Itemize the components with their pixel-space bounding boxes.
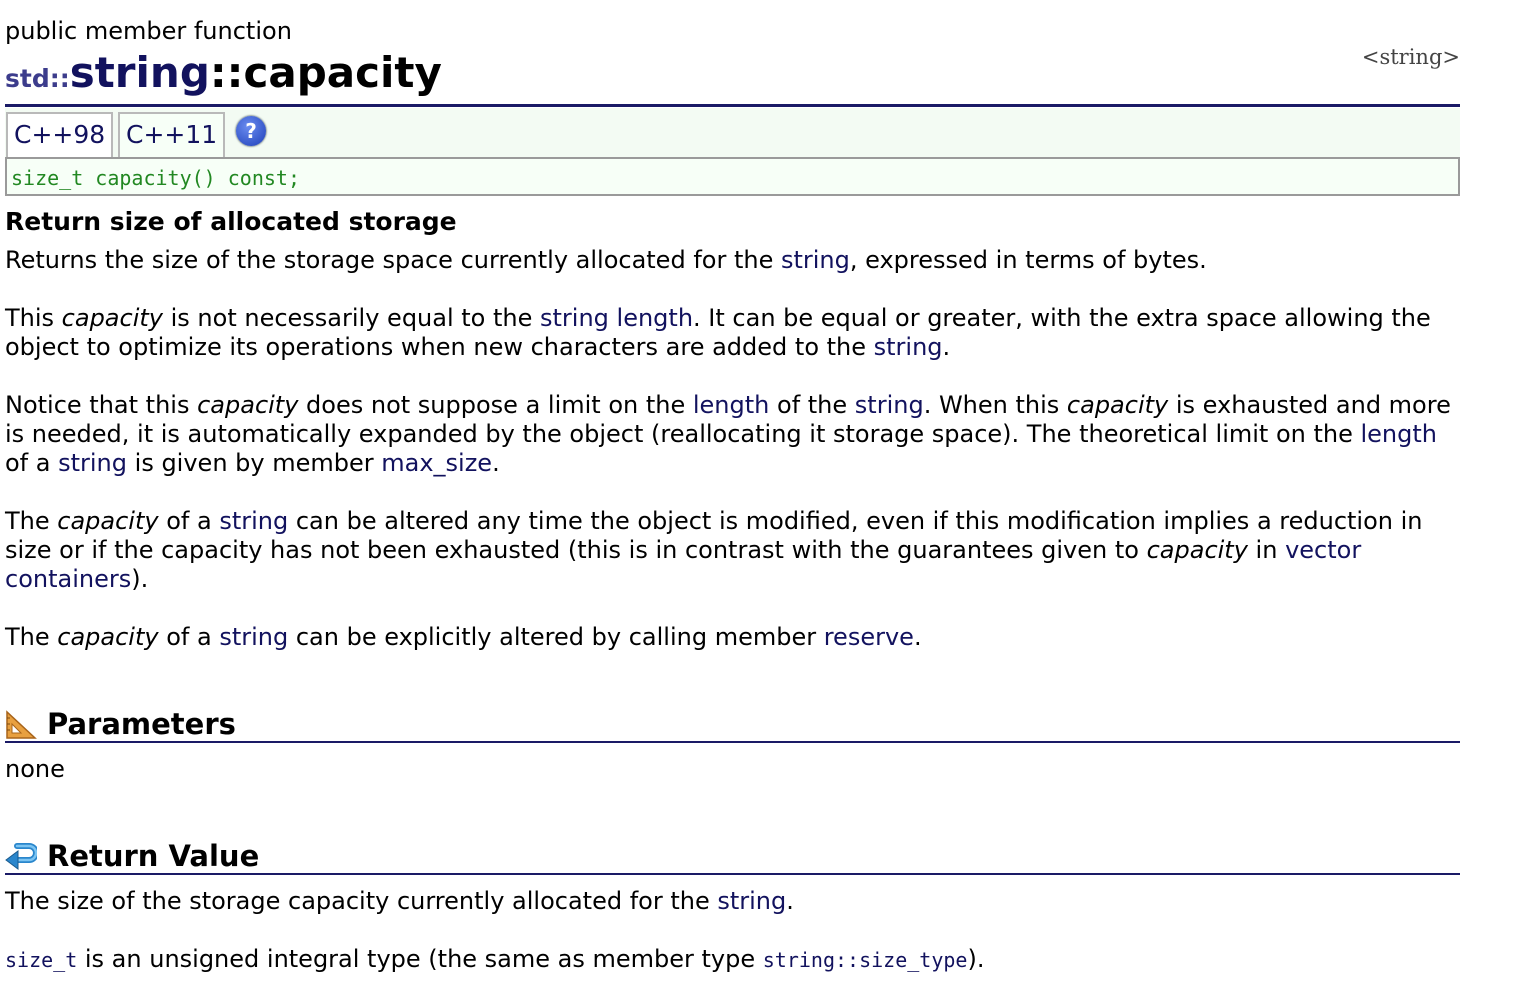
max-size-link[interactable]: max_size xyxy=(381,449,493,477)
text: The size of the storage capacity currently allocated for the xyxy=(5,887,718,915)
string-length-link[interactable]: string length xyxy=(540,304,694,332)
description-paragraph-3 xyxy=(5,391,1460,478)
parameters-title: Parameters xyxy=(47,707,236,741)
text: The xyxy=(5,623,58,651)
string-link[interactable]: string xyxy=(854,391,924,419)
text: is exhausted and more is needed, it is automatically expanded by the object (reallocating it storage space). The theoretical limit on the xyxy=(5,391,1451,448)
text: . xyxy=(942,333,951,361)
string-link[interactable]: string xyxy=(58,449,128,477)
title-separator: :: xyxy=(209,48,244,97)
text: of a xyxy=(158,623,220,651)
return-value-divider xyxy=(5,873,1460,875)
text: is an unsigned integral type (the same as member type xyxy=(77,945,763,973)
title-namespace: std:: xyxy=(5,64,70,93)
description-paragraph-4 xyxy=(5,507,1460,594)
emphasis: capacity xyxy=(1066,391,1169,419)
text: . It can be equal or greater, with the extra space allowing the object to optimize its operations when new characters are added to the xyxy=(5,304,1431,361)
parameters-heading xyxy=(5,706,236,742)
emphasis: capacity xyxy=(61,304,163,332)
length-link[interactable]: length xyxy=(1360,420,1437,448)
text: is not necessarily equal to the xyxy=(163,304,541,332)
emphasis: capacity xyxy=(57,507,159,535)
description-paragraph-2 xyxy=(5,304,1460,362)
text: . When this xyxy=(923,391,1067,419)
string-link[interactable]: string xyxy=(219,507,289,535)
text: . xyxy=(913,623,922,651)
string-link[interactable]: string xyxy=(717,887,787,915)
text: . xyxy=(786,887,794,915)
emphasis: capacity xyxy=(57,623,159,651)
text: ). xyxy=(967,945,985,973)
return-value-paragraph-2 xyxy=(5,945,1460,975)
string-link[interactable]: string xyxy=(780,246,850,274)
text: , expressed in terms of bytes. xyxy=(849,246,1207,274)
vector-containers-link[interactable]: vector containers xyxy=(5,536,1362,593)
text: The xyxy=(5,507,58,535)
page-title xyxy=(5,46,442,106)
text: is given by member xyxy=(127,449,382,477)
set-square-icon xyxy=(5,708,37,740)
text: in xyxy=(1247,536,1286,564)
text: does not suppose a limit on the xyxy=(298,391,693,419)
text: can be altered any time the object is modified, even if this modification implies a reduction in size or if the capacity has not been exhausted (this is in contrast with the guarantees given to xyxy=(5,507,1423,564)
return-value-title: Return Value xyxy=(47,839,260,873)
length-link[interactable]: length xyxy=(692,391,770,419)
header-file-link[interactable]: <string> xyxy=(1361,45,1460,69)
return-value-heading xyxy=(5,838,259,874)
prototype-code: size_t capacity() const; xyxy=(11,166,300,190)
text: of a xyxy=(158,507,220,535)
return-value-paragraph-1 xyxy=(5,887,1460,916)
version-tabs xyxy=(5,108,1460,158)
text: can be explicitly altered by calling member xyxy=(288,623,824,651)
text: . xyxy=(492,449,500,477)
parameters-divider xyxy=(5,741,1460,743)
description-paragraph-1 xyxy=(5,246,1460,275)
text: Notice that this xyxy=(5,391,198,419)
return-arrow-icon xyxy=(5,840,37,872)
description-paragraph-5 xyxy=(5,623,1460,652)
text: of the xyxy=(769,391,855,419)
size-type-link[interactable]: string::size_type xyxy=(762,948,968,972)
text: This xyxy=(5,304,62,332)
parameters-text: none xyxy=(5,755,65,783)
string-link[interactable]: string xyxy=(873,333,943,361)
string-link[interactable]: string xyxy=(219,623,289,651)
help-icon[interactable]: ? xyxy=(236,116,266,146)
title-divider xyxy=(5,104,1460,107)
text: Returns the size of the storage space currently allocated for the xyxy=(5,246,781,274)
title-class-link[interactable]: string xyxy=(69,48,210,97)
tab-cpp98[interactable]: C++98 xyxy=(6,112,113,162)
summary-title: Return size of allocated storage xyxy=(5,207,457,236)
tab-cpp11[interactable]: C++11 xyxy=(118,112,225,158)
emphasis: capacity xyxy=(197,391,299,419)
emphasis: capacity xyxy=(1146,536,1248,564)
text: ). xyxy=(131,565,149,593)
size-t-link[interactable]: size_t xyxy=(5,948,78,972)
reserve-link[interactable]: reserve xyxy=(823,623,914,651)
text: of a xyxy=(5,449,59,477)
member-kind-label: public member function xyxy=(5,17,292,45)
title-member: capacity xyxy=(243,48,442,97)
prototype-box xyxy=(5,157,1460,196)
